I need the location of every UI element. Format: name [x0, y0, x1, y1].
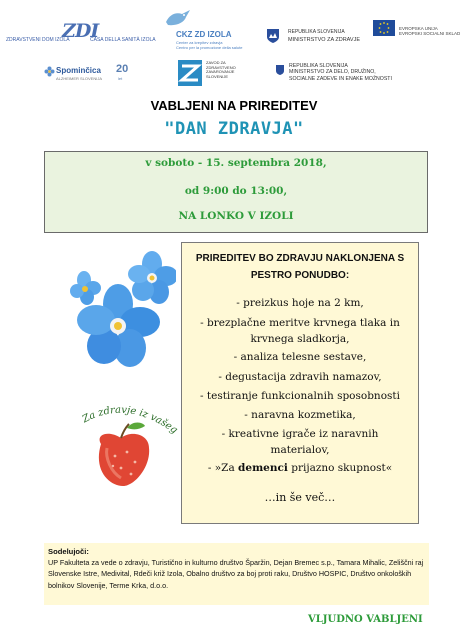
eu-flag-icon [373, 20, 395, 36]
event-date: v soboto - 15. septembra 2018, [145, 157, 327, 169]
event-name: "DAN ZDRAVJA" [164, 119, 304, 139]
program-item: - degustacija zdravih namazov, [218, 371, 382, 383]
participants-heading: Sodelujoči: [48, 547, 89, 556]
flower-small [128, 251, 176, 304]
spomincica-title: Spominčica [56, 66, 101, 75]
event-place: NA LONKO V IZOLI [178, 210, 294, 222]
flower-left [70, 271, 101, 305]
apple-arc-text: Za zdravje iz vašeg [80, 404, 179, 437]
ministry-labour-line3: SOCIALNE ZADEVE IN ENAKE MOŽNOSTI [289, 75, 392, 82]
ckz-logo-title: CKZ ZD IZOLA [176, 30, 232, 39]
program-item: - kreativne igrače iz naravnih [221, 428, 379, 440]
program-item-last-post: prijazno skupnost« [287, 462, 393, 474]
program-item: - analiza telesne sestave, [233, 351, 367, 363]
closing-text: VLJUDNO VABLJENI [308, 614, 423, 625]
eu-logo [373, 18, 465, 52]
program-item: - testiranje funkcionalnih sposobnosti [200, 390, 400, 402]
ministry-labour-logo [275, 62, 465, 92]
spomincica-logo [44, 64, 134, 90]
eu-logo-sub: EVROPSKI SOCIALNI SKLAD [399, 31, 461, 36]
participants-text: UP Fakulteta za vede o zdravju, Turistično in kulturno društvo Šparžin, Dejan Bremec s.p., Tamara Mihalic, Zeliščni raj Slovenske Istre, Medivital, Rdeči križ Izola, Obalno društvo za boj proti raku, Društvo HOSPIC, Društvo onkoloških bolnikov Slovenije, Terme Krka, d.o.o. [48, 558, 424, 590]
program-item-last-pre: - »Za [207, 462, 239, 474]
program-heading-line1: PRIREDITEV BO ZDRAVJU NAKLONJENA S [195, 253, 405, 264]
ministry-health-logo [266, 26, 366, 48]
ministry-labour-line2: MINISTRSTVO ZA DELO, DRUŽINO, [289, 69, 376, 76]
program-item-last-bold: demenci [238, 462, 288, 474]
zdi-logo-right-text: CASA DELLA SANITÀ IZOLA [90, 37, 156, 43]
eu-logo-text: EVROPSKA UNIJA [399, 26, 438, 31]
program-heading-line2: PESTRO PONUDBO: [250, 270, 350, 281]
program-item: - naravna kozmetika, [244, 409, 356, 421]
program-box [181, 242, 419, 524]
flower-icon [44, 66, 55, 77]
event-time: od 9:00 do 13:00, [184, 185, 288, 197]
spomincica-years-suffix: let [118, 76, 123, 81]
slovenia-crest-icon [266, 28, 280, 44]
zd-izola-logo [6, 20, 156, 50]
forget-me-not-flowers-image [68, 248, 176, 382]
ckz-logo-sub2: Centro per la promozione della salute [176, 45, 243, 50]
ministry-health-line2: MINISTRSTVO ZA ZDRAVJE [288, 37, 361, 43]
zdi-logo-mark: ZDI [62, 20, 99, 42]
spomincica-years: 20 [116, 63, 129, 75]
date-box [44, 151, 428, 233]
svg-text:Za zdravje iz vašega vrta! [75, 396, 179, 436]
invitation-heading: VABLJENI NA PRIREDITEV [150, 98, 318, 113]
zzzs-mark-icon [178, 60, 202, 86]
program-item: - preizkus hoje na 2 km, [236, 297, 364, 309]
program-item: materialov, [270, 444, 330, 456]
ministry-labour-line1: REPUBLIKA SLOVENIJA [289, 63, 348, 69]
program-more: …in še več… [264, 491, 336, 504]
ckz-logo [162, 8, 244, 54]
ckz-logo-sub1: Center za krepitev zdravja [176, 40, 223, 45]
program-item-last [182, 462, 418, 474]
spomincica-sub: ALZHEIMER SLOVENIJA [56, 76, 103, 81]
zzzs-text: ZAVOD ZA ZDRAVSTVENO ZAVAROVANJE SLOVENIJE [206, 60, 236, 79]
ministry-health-line1: REPUBLIKA SLOVENIJA [288, 29, 345, 35]
dove-icon [164, 8, 192, 30]
zzzs-logo [178, 60, 254, 90]
program-item: - brezplačne meritve krvnega tlaka in [200, 317, 400, 329]
slovenia-crest-icon [275, 64, 285, 76]
apple-image [75, 396, 179, 492]
zdi-logo-left-text: ZDRAVSTVENI DOM IZOLA [6, 37, 70, 43]
participants-box [44, 543, 429, 605]
program-item: krvnega sladkorja, [250, 333, 350, 345]
